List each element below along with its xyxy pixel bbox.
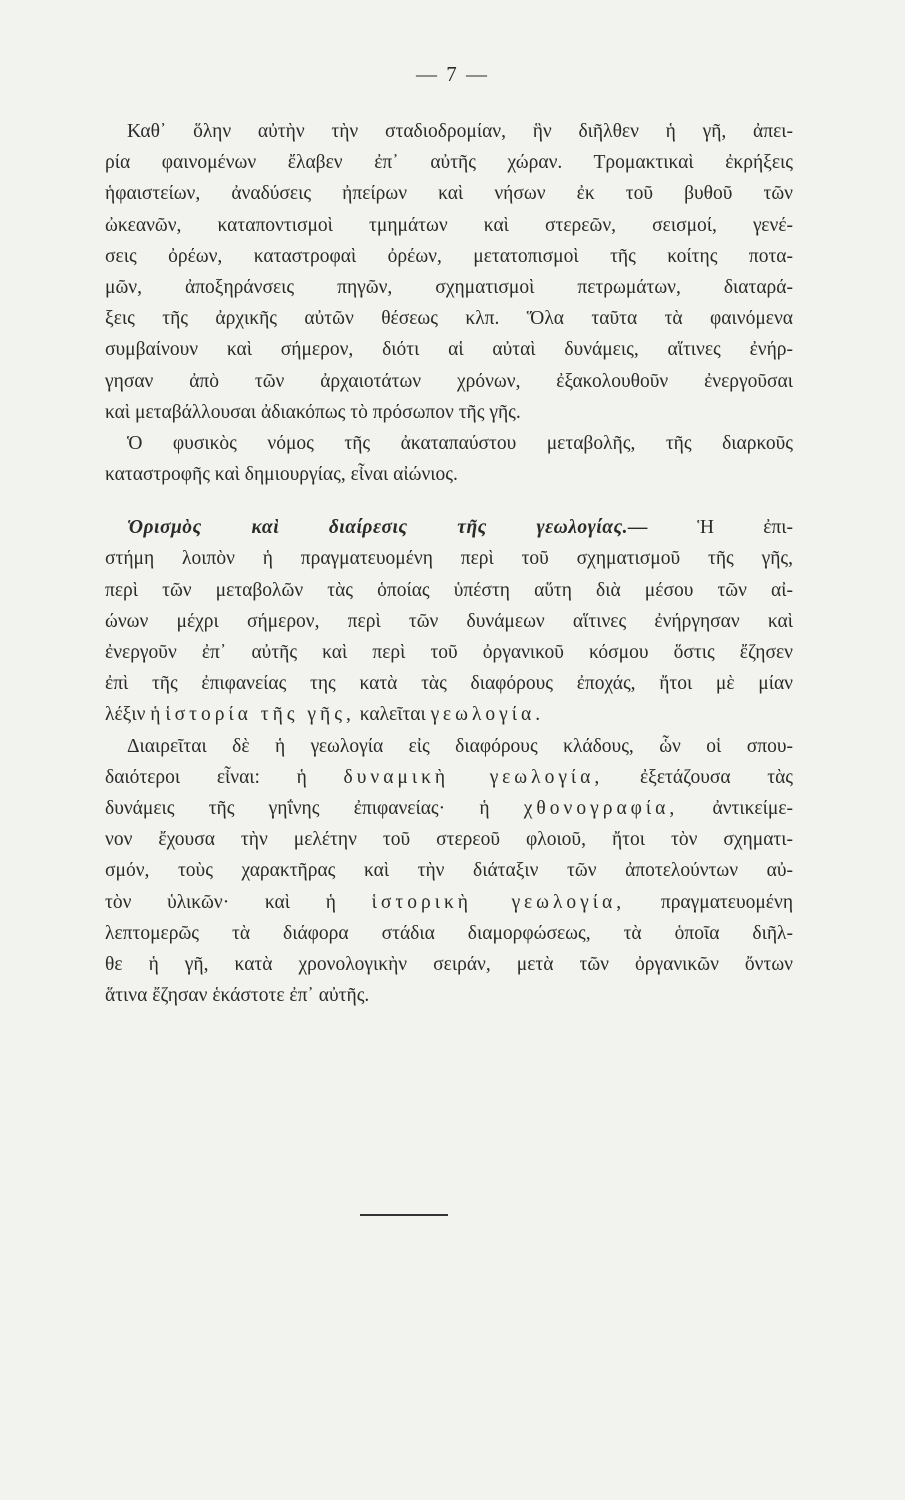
text-line: περὶ τῶν μεταβολῶν τὰς ὁποίας ὑπέστη αὕτη διὰ μέσου τῶν αἰ- — [105, 579, 793, 601]
section-divider — [360, 1214, 448, 1216]
text-line: καταστροφῆς καὶ δημιουργίας, εἶναι αἰώνιος. — [105, 464, 458, 486]
text-run: καλεῖται — [359, 704, 426, 726]
paragraph-4 — [105, 731, 793, 1012]
text-line — [105, 512, 793, 543]
text-line: σεις ὀρέων, καταστροφαὶ ὀρέων, μετατοπισμοὶ τῆς κοίτης ποτα- — [105, 245, 793, 267]
text-line: στήμη λοιπὸν ἡ πραγματευομένη περὶ τοῦ σχηματισμοῦ τῆς γῆς, — [105, 548, 793, 570]
text-line — [105, 887, 793, 918]
section-heading: Ὁρισμὸς καὶ διαίρεσις τῆς γεωλογίας.— — [127, 517, 649, 539]
text-line — [105, 699, 793, 730]
text-line: ώνων μέχρι σήμερον, περὶ τῶν δυνάμεων αἵτινες ἐνήργησαν καὶ — [105, 610, 793, 632]
text-line: ἐνεργοῦν ἐπ᾽ αὐτῆς καὶ περὶ τοῦ ὀργανικοῦ κόσμου ὅστις ἔζησεν — [105, 642, 793, 663]
text-line: ὠκεανῶν, καταποντισμοὶ τμημάτων καὶ στερεῶν, σεισμοί, γενέ- — [105, 214, 793, 236]
spaced-term: ἱστορία τῆς γῆς, — [165, 704, 355, 726]
text-run: λέξιν ἡ — [105, 704, 161, 726]
body-text — [105, 116, 793, 1011]
text-line: ρία φαινομένων ἔλαβεν ἐπ᾽ αὐτῆς χώραν. Τρομακτικαὶ ἐκρήξεις — [105, 152, 793, 174]
paragraph-3 — [105, 512, 793, 730]
text-line: ἐπὶ τῆς ἐπιφανείας της κατὰ τὰς διαφόρους ἐποχάς, ἤτοι μὲ μίαν — [105, 673, 793, 695]
text-run: δαιότεροι εἶναι: ἡ — [105, 766, 307, 788]
text-line — [105, 793, 793, 824]
text-run: δυνάμεις τῆς γηΐνης ἐπιφανείας· ἡ — [105, 797, 490, 819]
text-line: Ὁ φυσικὸς νόμος τῆς ἀκαταπαύστου μεταβολῆς, τῆς διαρκοῦς — [127, 432, 793, 454]
text-run: Ἡ ἐπι- — [697, 517, 793, 539]
paragraph-2 — [105, 428, 793, 490]
text-line: μῶν, ἀποξηράνσεις πηγῶν, σχηματισμοὶ πετρωμάτων, διαταρά- — [105, 276, 793, 298]
text-line — [105, 762, 793, 793]
text-line: νον ἔχουσα τὴν μελέτην τοῦ στερεοῦ φλοιοῦ, ἤτοι τὸν σχηματι- — [105, 829, 793, 851]
text-line: Διαιρεῖται δὲ ἡ γεωλογία εἰς διαφόρους κλάδους, ὧν οἱ σπου- — [127, 735, 793, 757]
text-run: ἀντικείμε- — [712, 797, 793, 819]
text-line: ξεις τῆς ἀρχικῆς αὐτῶν θέσεως κλπ. Ὅλα ταῦτα τὰ φαινόμενα — [105, 308, 793, 330]
spaced-term: ἱστορικὴ γεωλογία, — [371, 891, 626, 913]
spaced-term: χθονογραφία, — [523, 797, 679, 819]
spaced-term: δυναμικὴ γεωλογία, — [343, 766, 604, 788]
text-line: λεπτομερῶς τὰ διάφορα στάδια διαμορφώσεως, τὰ ὁποῖα διῆλ- — [105, 922, 793, 944]
spaced-term: γεωλογία. — [430, 704, 545, 726]
paragraph-1 — [105, 116, 793, 428]
text-line: ἡφαιστείων, ἀναδύσεις ἠπείρων καὶ νήσων ἐκ τοῦ βυθοῦ τῶν — [105, 183, 793, 205]
text-line: Καθ᾽ ὅλην αὐτὴν τὴν σταδιοδρομίαν, ἣν διῆλθεν ἡ γῆ, ἀπει- — [127, 121, 793, 142]
text-line: καὶ μεταβάλλουσαι ἀδιακόπως τὸ πρόσωπον τῆς γῆς. — [105, 401, 521, 423]
text-run: ἐξετάζουσα τὰς — [639, 766, 794, 788]
text-run: πραγματευομένη — [660, 891, 794, 913]
text-line: γησαν ἀπὸ τῶν ἀρχαιοτάτων χρόνων, ἐξακολουθοῦν ἐνεργοῦσαι — [105, 370, 793, 392]
text-line: ἅτινα ἔζησαν ἑκάστοτε ἐπ᾽ αὐτῆς. — [105, 985, 370, 1007]
text-run: τὸν ὑλικῶν· καὶ ἡ — [105, 891, 336, 913]
page-number: — 7 — — [416, 62, 489, 86]
text-line: συμβαίνουν καὶ σήμερον, διότι αἱ αὐταὶ δυνάμεις, αἵτινες ἐνήρ- — [105, 339, 793, 361]
text-line: θε ἡ γῆ, κατὰ χρονολογικὴν σειράν, μετὰ τῶν ὀργανικῶν ὄντων — [105, 953, 793, 975]
text-line: σμόν, τοὺς χαρακτῆρας καὶ τὴν διάταξιν τῶν ἀποτελούντων αὐ- — [105, 860, 793, 882]
